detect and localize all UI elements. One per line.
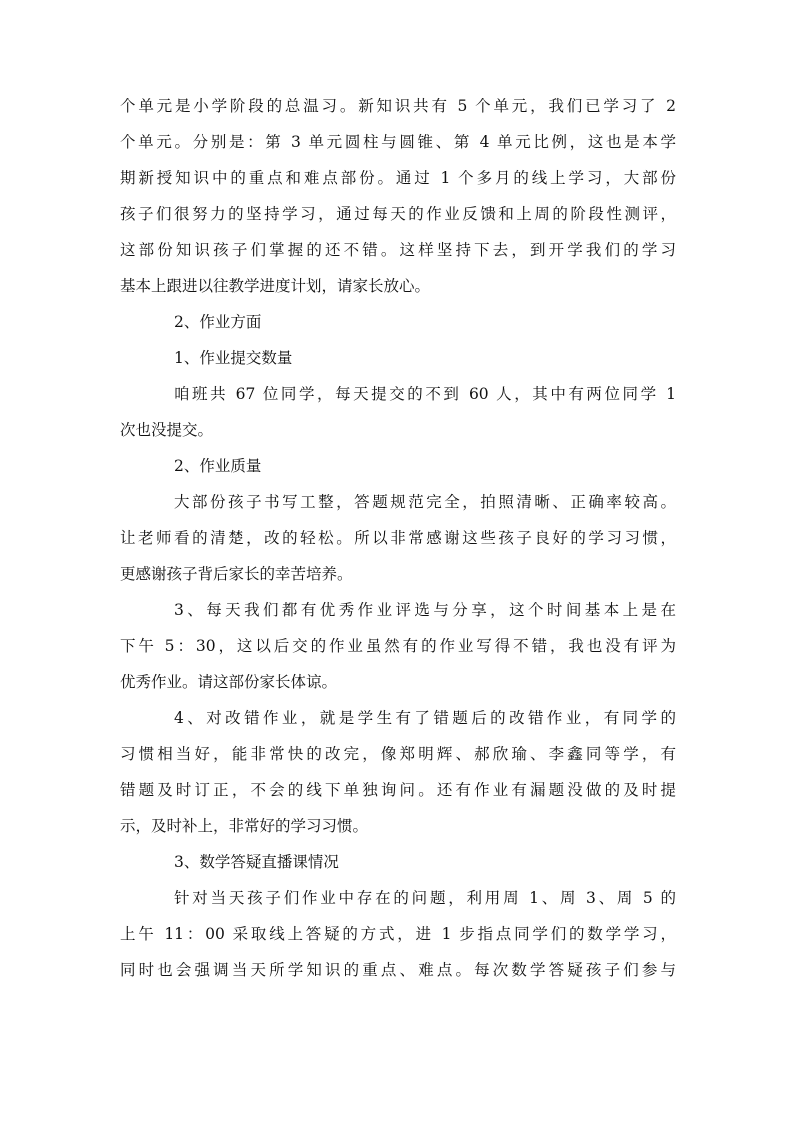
text-line: 次也没提交。: [120, 421, 214, 439]
text-line: 个单元是小学阶段的总温习。新知识共有 5 个单元，我们已学习了 2: [120, 97, 676, 115]
text-line: 习惯相当好，能非常快的改完，像郑明辉、郝欣瑜、李鑫同等学，有: [120, 745, 676, 763]
text-line: 大部份孩子书写工整，答题规范完全，拍照清晰、正确率较高。: [174, 493, 676, 511]
text-line: 3、每天我们都有优秀作业评选与分享，这个时间基本上是在: [174, 601, 676, 619]
subsection-heading: 2、作业质量: [174, 457, 262, 475]
text-line: 个单元。分别是：第 3 单元圆柱与圆锥、第 4 单元比例，这也是本学: [120, 133, 676, 151]
text-line: 同时也会强调当天所学知识的重点、难点。每次数学答疑孩子们参与: [120, 961, 676, 979]
text-line: 4、对改错作业，就是学生有了错题后的改错作业，有同学的: [174, 709, 676, 727]
text-line: 优秀作业。请这部份家长体谅。: [120, 673, 338, 691]
text-line: 错题及时订正，不会的线下单独询问。还有作业有漏题没做的及时提: [120, 781, 676, 799]
document-body: [120, 88, 676, 988]
text-line: 咱班共 67 位同学，每天提交的不到 60 人，其中有两位同学 1: [174, 385, 676, 403]
text-line: 示，及时补上，非常好的学习习惯。: [120, 817, 369, 835]
text-line: 上午 11：00 采取线上答疑的方式，进 1 步指点同学们的数学学习，: [120, 925, 676, 943]
section-heading: 2、作业方面: [174, 313, 262, 331]
text-line: 让老师看的清楚，改的轻松。所以非常感谢这些孩子良好的学习习惯，: [120, 529, 676, 547]
text-line: 孩子们很努力的坚持学习，通过每天的作业反馈和上周的阶段性测评，: [120, 205, 676, 223]
text-line: 更感谢孩子背后家长的幸苦培养。: [120, 565, 353, 583]
subsection-heading: 1、作业提交数量: [174, 349, 293, 367]
text-line: 期新授知识中的重点和难点部份。通过 1 个多月的线上学习，大部份: [120, 169, 676, 187]
text-line: 针对当天孩子们作业中存在的问题，利用周 1、周 3、周 5 的: [174, 889, 676, 907]
text-line: 这部份知识孩子们掌握的还不错。这样坚持下去，到开学我们的学习: [120, 241, 676, 259]
text-line: 基本上跟进以往教学进度计划，请家长放心。: [120, 277, 431, 295]
section-heading: 3、数学答疑直播课情况: [174, 853, 339, 871]
text-line: 下午 5：30，这以后交的作业虽然有的作业写得不错，我也没有评为: [120, 637, 676, 655]
